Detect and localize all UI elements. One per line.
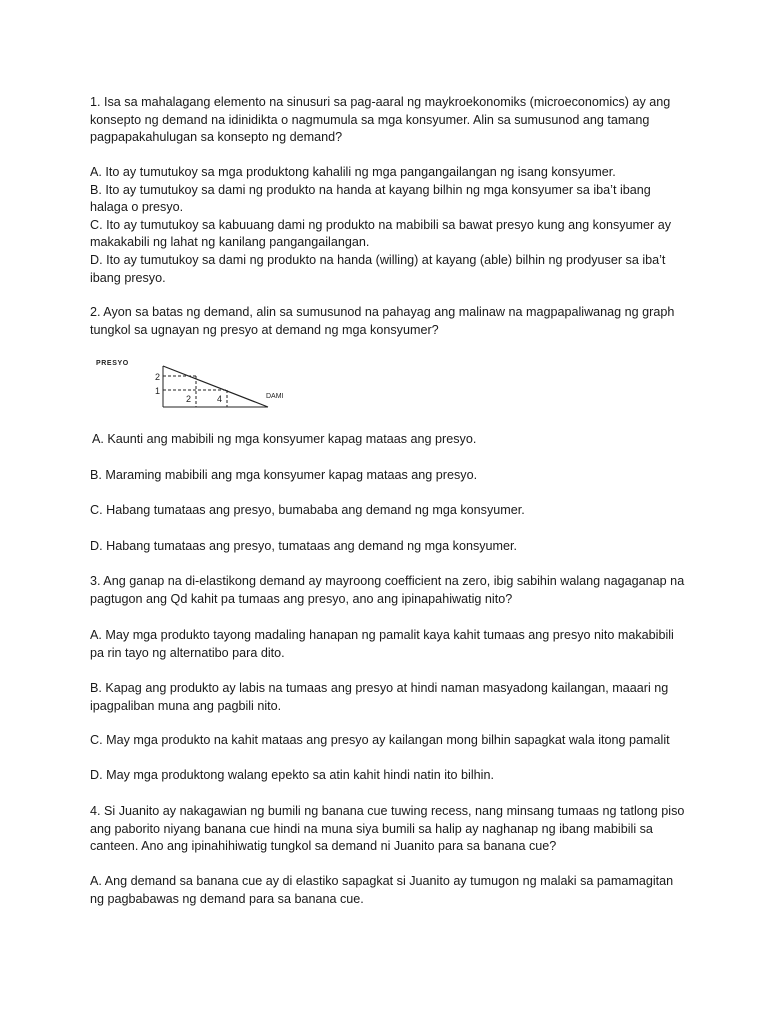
question-3-choice-a-block [90,627,690,662]
question-2-choice-c-block [90,502,690,520]
question-3-stem: 3. Ang ganap na di-elastikong demand ay mayroong coefficient na zero, ibig sabihin walang nagaganap na pagtugon ang Qd kahit pa tumaas ang presyo, ano ang ipinapahiwatig nito? [90,574,685,606]
question-3-choice-b-block [90,680,690,715]
question-1-choice-c: C. Ito ay tumutukoy sa kabuuang dami ng produkto na mabibili sa bawat presyo kung ang konsyumer ay makakabili ng lahat ng kanilang pangangailangan. [90,217,672,250]
question-3-choice-a: A. May mga produkto tayong madaling hanapan ng pamalit kaya kahit tumaas ang presyo nito makabibili pa rin tayo ng alternatibo para dito. [90,628,674,660]
graph-y-tick-2: 2 [155,372,161,382]
question-3-choice-c: C. May mga produkto na kahit mataas ang presyo ay kailangan mong bilhin sapagkat wala itong pamalit [90,733,670,747]
question-3 [90,573,690,608]
question-2-choice-a: A. Kaunti ang mabibili ng mga konsyumer kapag mataas ang presyo. [92,432,477,446]
demand-graph [94,352,304,412]
question-2-choice-c: C. Habang tumataas ang presyo, bumababa ang demand ng mga konsyumer. [90,503,525,517]
question-1-choice-b: B. Ito ay tumutukoy sa dami ng produkto na handa at kayang bilhin ng mga konsyumer sa iba’t ibang halaga o presyo. [90,182,651,215]
graph-x-tick-4: 4 [217,394,223,404]
question-3-choice-d-block [90,767,690,785]
question-4 [90,803,690,856]
question-2-stem: 2. Ayon sa batas ng demand, alin sa sumusunod na pahayag ang malinaw na magpapaliwanag ng graph tungkol sa ugnayan ng presyo at demand ng mga konsyumer? [90,305,675,337]
question-1-stem: 1. Isa sa mahalagang elemento na sinusuri sa pag-aaral ng maykroekonomiks (microeconomics) ay ang konsepto ng demand na idinidikta o nagmumula sa mga konsyumer. Alin sa sumusunod ang tamang pagpapakahulugan sa konsepto ng demand? [90,95,671,145]
question-2-choice-b-block [90,467,690,485]
question-1 [90,94,690,147]
question-2-choice-a-block [92,431,692,449]
demand-curve [163,366,268,407]
question-3-choice-b: B. Kapag ang produkto ay labis na tumaas ang presyo at hindi naman masyadong kailangan, maaari ng ipagpaliban muna ang pagbili nito. [90,681,669,713]
question-1-choices [90,164,690,287]
question-4-stem: 4. Si Juanito ay nakagawian ng bumili ng banana cue tuwing recess, nang minsang tumaas ng tatlong piso ang paborito niyang banana cue hindi na muna siya bumili sa halip ay naghanap ng ibang mabibili sa canteen. Ano ang ipinahihiwatig tungkol sa demand ni Juanito para sa banana cue? [90,804,685,854]
graph-x-label: DAMI [266,393,284,400]
graph-y-label: PRESYO [96,360,129,367]
question-3-choice-c-block [90,732,710,750]
question-2-choice-d-block [90,538,690,556]
question-2-choice-b: B. Maraming mabibili ang mga konsyumer kapag mataas ang presyo. [90,468,478,482]
question-1-choice-a: A. Ito ay tumutukoy sa mga produktong kahalili ng mga pangangailangan ng isang konsyumer. [90,165,616,179]
question-2-choice-d: D. Habang tumataas ang presyo, tumataas ang demand ng mga konsyumer. [90,539,518,553]
question-1-choice-d: D. Ito ay tumutukoy sa dami ng produkto na handa (willing) at kayang (able) bilhin ng prodyuser sa iba’t ibang presyo. [90,252,666,285]
question-3-choice-d: D. May mga produktong walang epekto sa atin kahit hindi natin ito bilhin. [90,768,494,782]
graph-y-tick-1: 1 [155,386,161,396]
graph-x-tick-2: 2 [186,394,192,404]
question-4-choice-a-block [90,873,690,908]
question-4-choice-a: A. Ang demand sa banana cue ay di elastiko sapagkat si Juanito ay tumugon ng malaki sa pamamagitan ng pagbabawas ng demand para sa banana cue. [90,874,674,906]
question-2 [90,304,690,339]
